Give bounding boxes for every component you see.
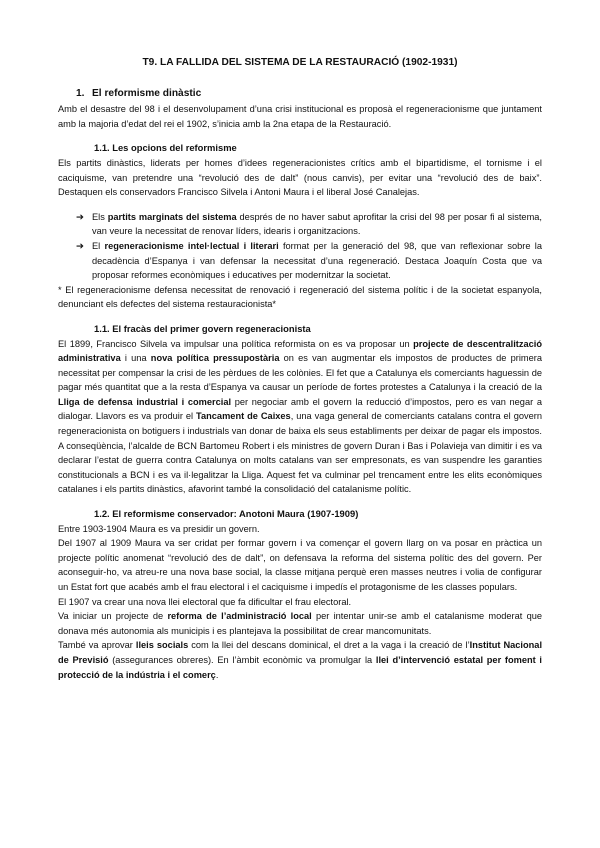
arrow-list <box>58 210 542 283</box>
document-title: T9. LA FALLIDA DEL SISTEMA DE LA RESTAURACIÓ (1902-1931) <box>142 57 458 68</box>
maura-paragraph-3: El 1907 va crear una nova llei electoral que fa dificultar el frau electoral. <box>58 596 352 607</box>
maura-paragraph-1: Entre 1903-1904 Maura es va presidir un govern. <box>58 523 260 534</box>
maura-paragraph-4: Va iniciar un projecte de reforma de l’administració local per intentar unir-se amb el catalanisme moderat que donava més autonomia als municipis i es plantejava la possibilitat de crear mancomunitats. <box>58 611 542 636</box>
section-1-heading <box>58 87 542 102</box>
list-item: ➔ El regeneracionisme intel·lectual i literari format per la generació del 98, que van reflexionar sobre la decadència d’Espanya i van defensar la necessitat d’una regeneració. Destaca Joaquín Costa que va proposar reformes econòmiques i educatives per modernitzar la societat. <box>76 240 542 281</box>
section-1-1b-paragraph: El 1899, Francisco Silvela va impulsar una política reformista on es va proposar un projecte de descentralització administrativa i una nova política pressupostària on es van augmentar els impostos de productes de primera necessitat per compensar la crisi de les pèrdues de les colònies. El fet que a Catalunya els comerciants haguessin de pagar més quantitat que a la resta d’Espanya va causar un període de fortes protestes a Catalunya i la creació de la Lliga de defensa industrial i comercial per negociar amb el govern la reducció d’impostos, pero es van negar a dialogar. Llavors es va produir el Tancament de Caixes, una vaga general de comerciants catalans contra el govern regeneracionista on botiguers i industrials van donar de baixa els seus establiments per deixar de pagar els impostos. A conseqüència, l’alcalde de BCN Bartomeu Robert i els ministres de govern Duran i Bas i Polavieja van dimitir i es va declarar l’estat de guerra contra Catalunya on molts catalans van ser empresonats, es van suspendre les garanties constitucionals a BCN i es va il·legalitzar la Lliga. Aquest fet va culminar pel trencament entre les elits econòmiques catalanes i els partits dinàstics, afavorint també la consolidació del catalanisme polític. <box>58 338 542 495</box>
arrow-icon: ➔ <box>76 240 84 251</box>
section-1-number: 1. <box>76 87 85 99</box>
section-1-intro: Amb el desastre del 98 i el desenvolupament d’una crisi institucional es proposà el regeneracionisme que juntament amb la majoria d’edat del rei el 1902, s’inicia amb la 2na etapa de la Restauració. <box>58 104 542 129</box>
section-1-1-heading: 1.1. Les opcions del reformisme <box>94 142 237 154</box>
maura-paragraph-5: També va aprovar lleis socials com la llei del descans dominical, el dret a la vaga i la creació de l’Institut Nacional de Previsió (assegurances obreres). En l’àmbit econòmic va promulgar la llei d’intervenció estatal per foment i protecció de la indústria i el comerç. <box>58 640 543 680</box>
section-1-1b-heading: 1.1. El fracàs del primer govern regeneracionista <box>94 322 311 334</box>
section-1-2-heading: 1.2. El reformisme conservador: Anotoni Maura (1907-1909) <box>94 508 359 520</box>
maura-paragraph-2: Del 1907 al 1909 Maura va ser cridat per formar govern i va començar el govern llarg on va posar en pràctica un projecte polític anomenat “revolució des de dalt”, on defensava la reforma del sistema polític des del govern. Per aconseguir-ho, va atreu-re una nova base social, la classe mitjana perquè eren masses neutres i volia de configurar un Estat fort que acabés amb el frau electoral i el caciquisme i impedís el protagonisme de les classes populars. <box>58 538 542 592</box>
arrow-icon: ➔ <box>76 211 84 222</box>
regeneracionisme-note: * El regeneracionisme defensa necessitat de renovació i regeneració del sistema polític i de la societat espanyola, denunciant els defectes del sistema restauracionista* <box>58 284 542 310</box>
list-item: ➔ Els partits marginats del sistema després de no haver sabut aprofitar la crisi del 98 per posar fi al sistema, van veure la necessitat de renovar líders, idearis i organitzacions. <box>76 211 542 237</box>
section-1-title: El reformisme dinàstic <box>92 87 202 99</box>
section-1-1-paragraph: Els partits dinàstics, liderats per homes d’idees regeneracionistes crítics amb el bipartidisme, el tornisme i el caciquisme, van pretendre una “revolució des de dalt” (nous canvis), per evitar una “revolució des de baix”. Destaquen els conservadors Francisco Silvela i Antoni Maura i el liberal José Canalejas. <box>58 157 542 198</box>
